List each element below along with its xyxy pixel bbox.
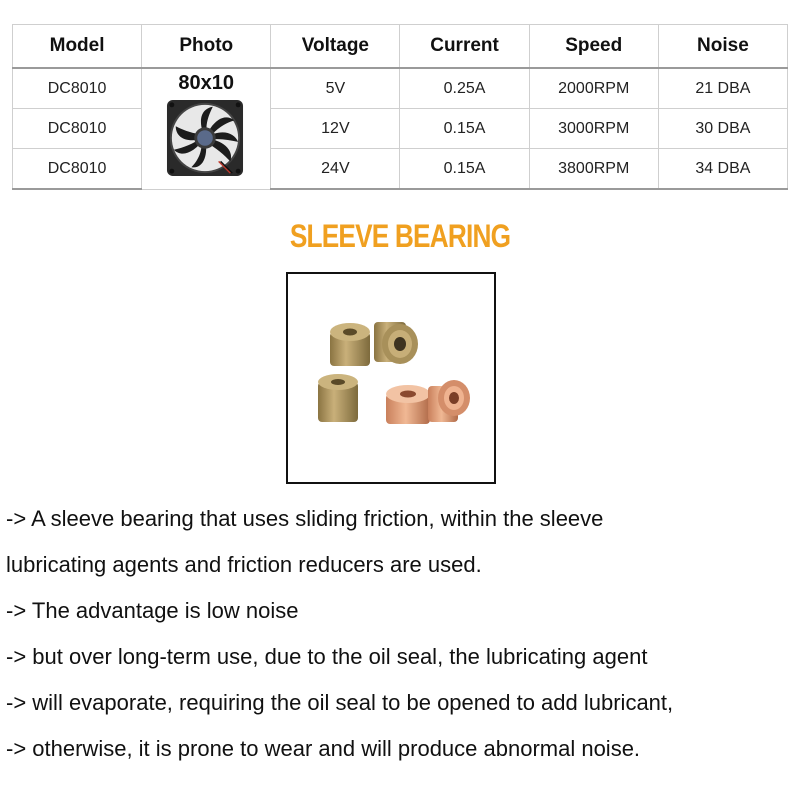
cell-model: DC8010	[13, 68, 142, 109]
cell-model: DC8010	[13, 149, 142, 190]
photo-size-label: 80x10	[178, 72, 235, 94]
section-title: SLEEVE BEARING	[289, 218, 511, 254]
cell-speed: 3800RPM	[529, 149, 658, 190]
table-row	[13, 109, 788, 149]
cell-current: 0.25A	[400, 68, 529, 109]
cell-speed: 3000RPM	[529, 109, 658, 149]
sleeve-bearing-photo	[288, 274, 494, 482]
description-line: -> but over long-term use, due to the oil seal, the lubricating agent	[6, 644, 648, 669]
description-line: -> The advantage is low noise	[6, 598, 299, 623]
fan-photo-icon	[166, 99, 244, 177]
cell-current: 0.15A	[400, 149, 529, 190]
description-line: -> otherwise, it is prone to wear and will produce abnormal noise.	[6, 736, 641, 761]
cell-voltage: 24V	[271, 149, 400, 190]
cell-current: 0.15A	[400, 109, 529, 149]
header-photo: Photo	[142, 25, 271, 69]
cell-model: DC8010	[13, 109, 142, 149]
header-noise: Noise	[658, 25, 787, 69]
table-row	[13, 149, 788, 190]
cell-noise: 30 DBA	[658, 109, 787, 149]
spec-table	[12, 24, 788, 190]
table-header-row	[13, 25, 788, 69]
bearing-photo-frame	[286, 272, 496, 484]
description-line: -> will evaporate, requiring the oil seal to be opened to add lubricant,	[6, 690, 674, 715]
description-line: -> A sleeve bearing that uses sliding friction, within the sleeve	[6, 506, 604, 531]
table-row	[13, 68, 788, 109]
cell-noise: 21 DBA	[658, 68, 787, 109]
header-model: Model	[13, 25, 142, 69]
cell-voltage: 5V	[271, 68, 400, 109]
header-voltage: Voltage	[271, 25, 400, 69]
photo-cell	[142, 68, 271, 189]
cell-speed: 2000RPM	[529, 68, 658, 109]
header-current: Current	[400, 25, 529, 69]
description-text	[6, 496, 796, 772]
description-line: lubricating agents and friction reducers are used.	[6, 552, 482, 577]
header-speed: Speed	[529, 25, 658, 69]
cell-voltage: 12V	[271, 109, 400, 149]
cell-noise: 34 DBA	[658, 149, 787, 190]
